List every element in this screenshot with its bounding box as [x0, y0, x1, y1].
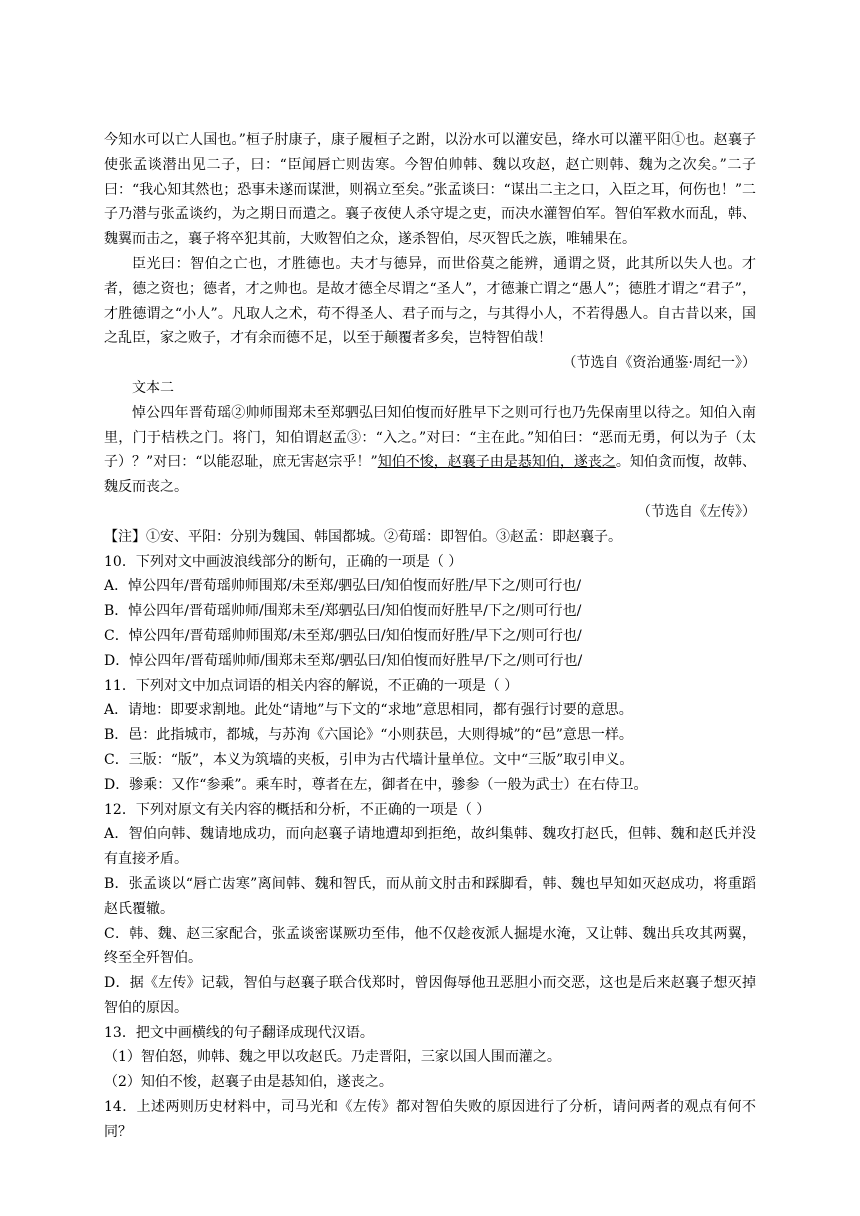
question-14	[104, 1095, 756, 1145]
document-page	[104, 128, 756, 1145]
sentence-1: （1）智伯怒，帅韩、魏之甲以攻赵氏。乃走晋阳，三家以国人围而灌之。	[104, 1049, 561, 1066]
option-c: C．韩、魏、赵三家配合，张孟谈密谋厥功至伟，他不仅趁夜派人掘堤水淹，又让韩、魏出兵攻其两翼，终至全歼智伯。	[104, 925, 756, 967]
question-11	[104, 674, 756, 798]
option-b: B．邑：此指城市，都城，与苏洵《六国论》“小则获邑，大则得城”的“邑”意思一样。	[104, 727, 633, 744]
text1-source: （节选自《资治通鉴·周纪一》）	[562, 355, 756, 372]
question-stem: 13．把文中画横线的句子翻译成现代汉语。	[104, 1024, 374, 1041]
text2-heading: 文本二	[132, 379, 174, 396]
question-stem: 10．下列对文中画波浪线部分的断句，正确的一项是（ ）	[104, 553, 463, 570]
option-b: B．悼公四年/晋荀瑶帅师/围郑未至/郑驷弘曰/知伯愎而好胜早/下之/则可行也/	[104, 603, 582, 620]
option-d: D．悼公四年/晋荀瑶帅师/围郑未至郑/驷弘曰/知伯愎而好胜早/下之/则可行也/	[104, 652, 583, 669]
annotation-note: 【注】①安、平阳：分别为魏国、韩国都城。②荀瑶：即智伯。③赵孟：即赵襄子。	[104, 528, 622, 545]
text2-text-end: 。知伯贪而愎，故韩、魏反而丧之。	[104, 454, 757, 496]
text2-source: （节选自《左传》）	[637, 503, 756, 520]
text2-text: 悼公四年晋荀瑶②帅师围郑未至郑驷弘曰知伯愎而好胜早下之则可行也乃先保南里以待之。知伯入南里，门于桔柣之门。将门，知伯谓赵孟③：“入之。”对曰：“主在此。”知伯曰：“恶而无勇，何以为子（太子）？”对曰：“以能忍耻，庶无害赵宗乎！”	[104, 404, 756, 471]
option-c: C．悼公四年/晋荀瑶帅师围郑/未至郑/驷弘曰/知伯愎而好胜/早下之/则可行也/	[104, 627, 582, 644]
option-d: D．骖乘：又作“参乘”。乘车时，尊者在左，御者在中，骖参（一般为武士）在右侍卫。	[104, 776, 648, 793]
option-a: A．请地：即要求割地。此处“请地”与下文的“求地”意思相同，都有强行讨要的意思。	[104, 702, 633, 719]
question-stem: 14．上述两则历史材料中，司马光和《左传》都对智伯失败的原因进行了分析，请问两者的观点有何不同？	[104, 1099, 756, 1140]
option-b: B．张孟谈以“唇亡齿寒”离间韩、魏和智氏，而从前文肘击和踩脚看，韩、魏也早知如灭赵成功，将重蹈赵氏覆辙。	[104, 875, 756, 917]
underlined-sentence: 知伯不悛，赵襄子由是惎知伯，遂丧之	[377, 454, 616, 471]
text1-paragraph-1: 今知水可以亡人国也。”桓子肘康子，康子履桓子之跗，以汾水可以灌安邑，绛水可以灌平阳①也。赵襄子使张孟谈潜出见二子，曰：“臣闻唇亡则齿寒。今智伯帅韩、魏以攻赵，赵亡则韩、魏为之次矣。”二子曰：“我心知其然也；恐事未遂而谋泄，则祸立至矣。”张孟谈曰：“谋出二主之口，入臣之耳，何伤也！”二子乃潜与张孟谈约，为之期日而遣之。襄子夜使人杀守堤之吏，而决水灌智伯军。智伯军救水而乱，韩、魏翼而击之，襄子将卒犯其前，大败智伯之众，遂杀智伯，尽灭智氏之族，唯辅果在。	[104, 132, 756, 248]
text2-paragraph	[104, 401, 756, 500]
option-c: C．三版：“版”，本义为筑墙的夹板，引申为古代墙计量单位。文中“三版”取引申义。	[104, 751, 634, 768]
option-d: D．据《左传》记载，智伯与赵襄子联合伐郑时，曾因侮辱他丑恶胆小而交恶，这也是后来赵襄子想灭掉智伯的原因。	[104, 975, 756, 1016]
question-12	[104, 798, 756, 1021]
sentence-2: （2）知伯不悛，赵襄子由是惎知伯，遂丧之。	[104, 1074, 393, 1091]
question-13	[104, 1021, 756, 1095]
question-stem: 12．下列对原文有关内容的概括和分析，不正确的一项是（ ）	[104, 801, 491, 818]
text1-paragraph-2: 臣光曰：智伯之亡也，才胜德也。夫才与德异，而世俗莫之能辨，通谓之贤，此其所以失人也。才者，德之资也；德者，才之帅也。是故才德全尽谓之“圣人”，才德兼亡谓之“愚人”；德胜才谓之“君子”，才胜德谓之“小人”。凡取人之术，苟不得圣人、君子而与之，与其得小人，不若得愚人。自古昔以来，国之乱臣，家之败子，才有余而德不足，以至于颠覆者多矣，岂特智伯哉！	[104, 255, 756, 347]
question-stem: 11．下列对文中加点词语的相关内容的解说，不正确的一项是（ ）	[104, 677, 519, 694]
option-a: A．悼公四年/晋荀瑶帅师围郑/未至郑/驷弘曰/知伯愎而好胜/早下之/则可行也/	[104, 578, 582, 595]
option-a: A．智伯向韩、魏请地成功，而向赵襄子请地遭却到拒绝，故纠集韩、魏攻打赵氏，但韩、魏和赵氏并没有直接矛盾。	[104, 826, 756, 868]
question-10	[104, 550, 756, 674]
